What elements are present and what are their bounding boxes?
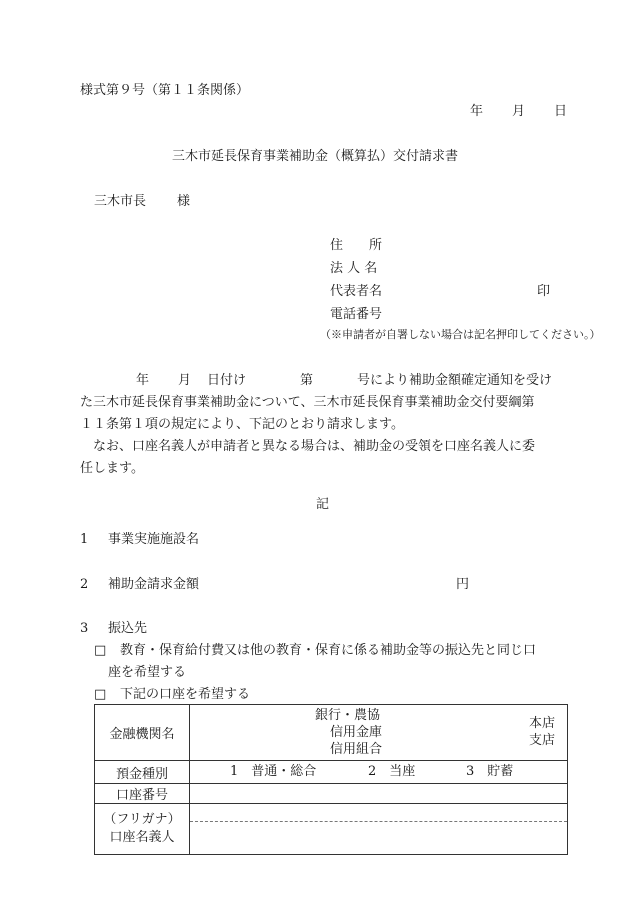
account-holder-field[interactable] [190,821,567,854]
option2-checkbox[interactable]: □ [94,687,107,702]
seal-mark: 印 [537,284,551,299]
body-line2: た三木市延長保育事業補助金について、三木市延長保育事業補助金交付要綱第 [80,395,535,410]
date-day-label: 日 [554,104,568,119]
body-year: 年 [136,373,150,388]
furigana-label: （フリガナ） [103,812,181,827]
option2-text: 下記の口座を希望する [120,687,251,702]
corporation-name-label: 法 人 名 [330,261,378,276]
deposit-type-label: 預金種別 [95,761,190,784]
addressee-name: 三木市長 [94,194,147,209]
item2-unit: 円 [456,577,470,592]
item2-label: 補助金請求金額 [108,577,200,592]
body-line5: 任します。 [80,461,144,476]
bank-name-cell[interactable] [190,705,568,761]
account-holder-label: 口座名義人 [109,830,175,845]
body-line1-rest: 号により補助金額確定通知を受け [357,373,553,388]
date-year-label: 年 [470,104,484,119]
signature-note: （※申請者が自署しない場合は記名押印してください。） [320,328,601,341]
branch-type-branch: 支店 [529,732,556,748]
representative-label: 代表者名 [330,284,383,299]
account-holder-label-cell [95,804,190,855]
address-label: 住 所 [330,238,383,253]
option1-checkbox[interactable]: □ [94,643,107,658]
bank-type-kumiai: 信用組合 [330,741,383,757]
item1-number: 1 [80,532,89,547]
body-month: 月 [178,373,192,388]
bank-type-bank: 銀行・農協 [315,707,381,723]
item3-number: 3 [80,621,89,636]
body-line3: １１条第１項の規定により、下記のとおり請求します。 [80,417,404,432]
body-day: 日付け [207,373,247,388]
account-holder-cell[interactable] [190,804,568,855]
phone-label: 電話番号 [330,307,383,322]
account-number-label: 口座番号 [95,784,190,804]
furigana-field[interactable] [190,804,567,821]
option1-text-line2: 座を希望する [108,665,187,680]
bank-account-table [94,704,568,855]
branch-type-main: 本店 [529,715,556,731]
document-title: 三木市延長保育事業補助金（概算払）交付請求書 [172,149,459,164]
body-line4: なお、口座名義人が申請者と異なる場合は、補助金の受領を口座名義人に委 [93,439,536,454]
deposit-option-savings[interactable]: 3 貯蓄 [466,764,514,779]
item1-label: 事業実施施設名 [108,532,200,547]
body-number-prefix: 第 [300,373,314,388]
deposit-type-cell[interactable] [190,761,568,784]
form-number: 様式第９号（第１１条関係） [80,83,250,98]
bank-type-shinkin: 信用金庫 [330,724,383,740]
account-number-cell[interactable] [190,784,568,804]
option1-text-line1: 教育・保育給付費又は他の教育・保育に係る補助金等の振込先と同じ口 [120,643,537,658]
item3-label: 振込先 [108,621,148,636]
ki-heading: 記 [316,497,330,512]
item2-number: 2 [80,577,89,592]
deposit-option-current[interactable]: 2 当座 [368,764,416,779]
date-month-label: 月 [512,104,526,119]
deposit-option-ordinary[interactable]: 1 普通・総合 [230,764,317,779]
addressee-honorific: 様 [177,194,191,209]
bank-name-label: 金融機関名 [95,705,190,761]
